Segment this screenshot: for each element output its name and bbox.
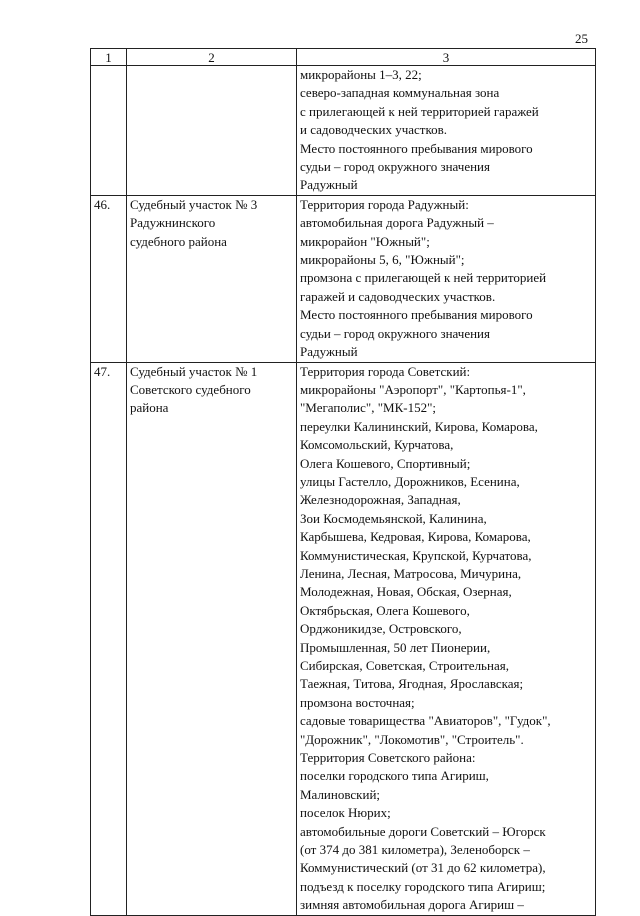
territory-description-cell [297, 195, 596, 362]
territory-description-line: Комсомольский, Курчатова, [300, 437, 454, 453]
territory-description-line: северо-западная коммунальная зона [300, 85, 500, 101]
territory-description-line: автомобильные дороги Советский – Югорск [300, 823, 546, 839]
territory-description-line: Коммунистический (от 31 до 62 километра), [300, 860, 546, 876]
territory-description-line: и садоводческих участков. [300, 122, 448, 138]
territory-description-line: Радужный [300, 344, 358, 360]
territory-description-line: Коммунистическая, Крупской, Курчатова, [300, 547, 532, 563]
territory-description-line: Карбышева, Кедровая, Кирова, Комарова, [300, 529, 531, 545]
district-name-line: района [130, 400, 169, 416]
column-header-1: 1 [91, 49, 127, 66]
territory-description-line: Таежная, Титова, Ягодная, Ярославская; [300, 676, 524, 692]
territory-description-line: микрорайон "Южный"; [300, 233, 430, 249]
court-districts-table [90, 48, 596, 916]
district-name-line: Советского судебного [130, 381, 251, 397]
territory-description-line: с прилегающей к ней территорией гаражей [300, 103, 539, 119]
territory-description-line: микрорайоны 1–3, 22; [300, 67, 422, 82]
territory-description-line: судьи – город окружного значения [300, 159, 490, 175]
district-name-line: Радужнинского [130, 215, 216, 231]
district-name-cell [127, 195, 297, 362]
territory-description-line: промзона восточная; [300, 694, 415, 710]
row-number: 46. [91, 195, 127, 362]
territory-description-line: судьи – город окружного значения [300, 325, 490, 341]
territory-description-line: автомобильная дорога Радужный – [300, 215, 494, 231]
territory-description-line: Малиновский; [300, 786, 381, 802]
territory-description-line: Сибирская, Советская, Строительная, [300, 658, 509, 673]
table-row [91, 362, 596, 915]
territory-description-line: Место постоянного пребывания мирового [300, 307, 533, 323]
territory-description-line: переулки Калининский, Кирова, Комарова, [300, 418, 538, 434]
page-number: 25 [575, 31, 588, 46]
territory-description-line: поселки городского типа Агириш, [300, 768, 489, 784]
territory-description-line: Ленина, Лесная, Матросова, Мичурина, [300, 565, 522, 581]
territory-description-line: (от 374 до 381 километра), Зеленоборск – [300, 842, 530, 858]
territory-description-line: гаражей и садоводческих участков. [300, 288, 496, 304]
territory-description-line: Молодежная, Новая, Обская, Озерная, [300, 584, 512, 600]
territory-description-line: Железнодорожная, Западная, [300, 492, 461, 508]
territory-description-line: Орджоникидзе, Островского, [300, 621, 462, 637]
district-name-cell [127, 66, 297, 196]
territory-description-line: поселок Нюрих; [300, 805, 391, 821]
territory-description-line: улицы Гастелло, Дорожников, Есенина, [300, 473, 520, 489]
column-header-3: 3 [297, 49, 596, 66]
territory-description-line: Территория Советского района: [300, 750, 476, 766]
territory-description-line: "Дорожник", "Локомотив", "Строитель". [300, 731, 524, 747]
row-number [91, 66, 127, 196]
district-name-line: Судебный участок № 1 [130, 363, 258, 379]
territory-description-line: подъезд к поселку городского типа Агириш; [300, 878, 546, 894]
row-number: 47. [91, 362, 127, 915]
territory-description-line: микрорайоны 5, 6, "Южный"; [300, 252, 465, 268]
territory-description-cell [297, 66, 596, 196]
territory-description-line: Октябрьская, Олега Кошевого, [300, 602, 470, 618]
territory-description-line: "Мегаполис", "МК-152"; [300, 400, 436, 416]
district-name-line: судебного района [130, 233, 227, 249]
table-row [91, 66, 596, 196]
territory-description-line: промзона с прилегающей к ней территорией [300, 270, 547, 286]
territory-description-line: Олега Кошевого, Спортивный; [300, 455, 471, 471]
territory-description-line: Территория города Советский: [300, 363, 471, 379]
territory-description-line: садовые товарищества "Авиаторов", "Гудок", [300, 713, 551, 729]
territory-description-line: микрорайоны "Аэропорт", "Картопья-1", [300, 381, 526, 397]
district-name-cell [127, 362, 297, 915]
territory-description-line: Радужный [300, 177, 358, 193]
territory-description-cell [297, 362, 596, 915]
territory-description-line: Место постоянного пребывания мирового [300, 140, 533, 156]
table-row [91, 195, 596, 362]
territory-description-line: Территория города Радужный: [300, 196, 469, 212]
territory-description-line: Зои Космодемьянской, Калинина, [300, 510, 487, 526]
table-header-row [91, 49, 596, 66]
district-name-line: Судебный участок № 3 [130, 196, 258, 212]
territory-description-line: Промышленная, 50 лет Пионерии, [300, 639, 491, 655]
territory-description-line: зимняя автомобильная дорога Агириш – [300, 897, 524, 913]
column-header-2: 2 [127, 49, 297, 66]
